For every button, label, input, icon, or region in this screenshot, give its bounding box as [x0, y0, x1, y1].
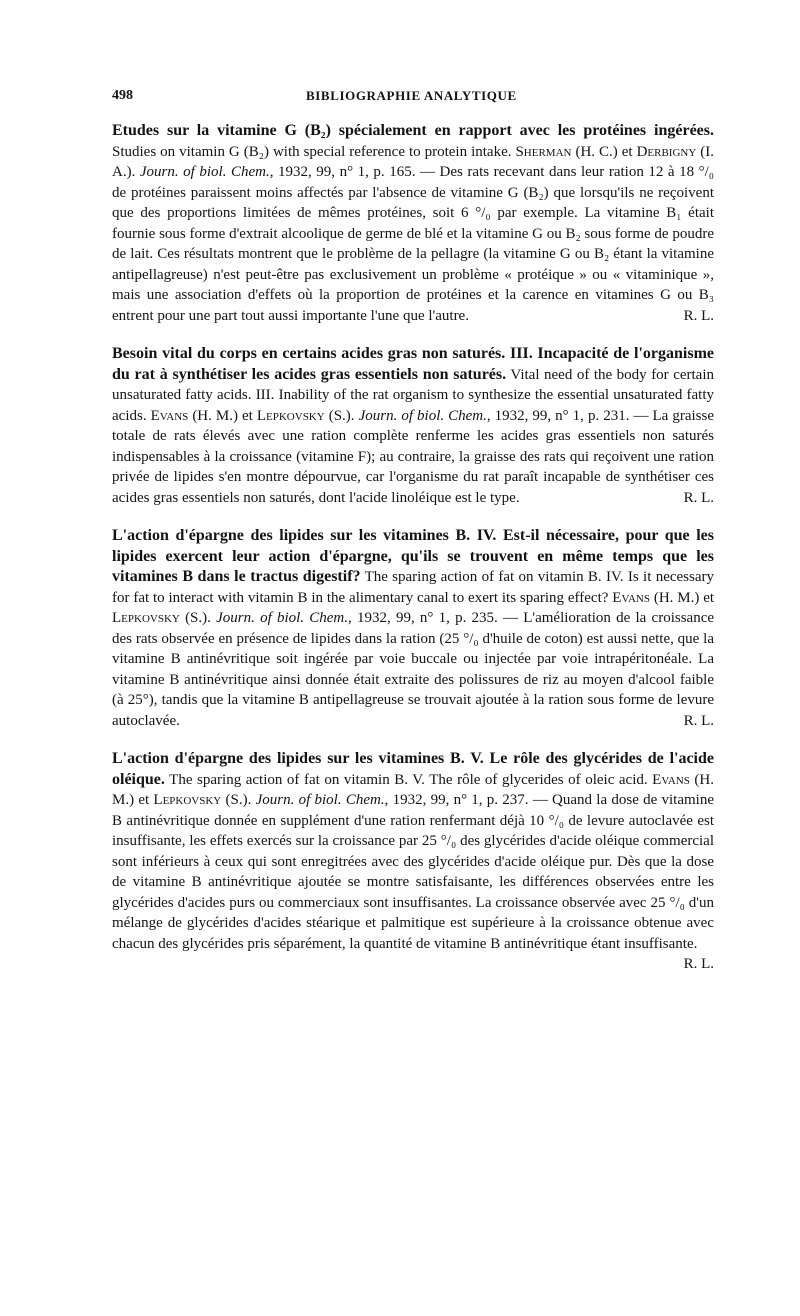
entry-abstract: — La graisse totale de rats élevés avec une ration complète renferme les acides gras essentiels non saturés indispensables à la croissance (vitamine F); au contraire, la graisse des rats qui reçoivent une ration privée de lipides s'en montre dépourvue, car l'organisme du rat paraît incapable de synthétiser ces acides gras essentiels non saturés, dont l'acide linoléique est le type.	[112, 407, 714, 506]
entry-title: L'action d'épargne des lipides sur les vitamines B. V. Le rôle des glycérides de l'acide oléique.	[112, 750, 714, 788]
page-number: 498	[112, 88, 133, 103]
entry-author: Lepkovsky	[112, 610, 180, 626]
entry-author-initials: (H. M.) et	[192, 407, 253, 424]
entry-citation: , 1932, 99, n° 1, p. 235.	[348, 610, 498, 626]
entry-signature: R. L.	[683, 489, 714, 506]
entry-abstract: — L'amélioration de la croissance des rats observée en présence de lipides dans la ration (25 °/₀ d'huile de coton) est aussi nette, que la vitamine B antinévritique soit ingérée par voie buccale ou injectée par voie intrapéritonéale. La vitamine B antinévritique ainsi donnée était extraite des polissures de riz au moyen d'alcool faible (à 25°), tandis que la vitamine B antipellagreuse se trouvait ajoutée à la ration sous forme de levure autoclavée.	[112, 610, 715, 729]
entry-author: Evans	[150, 407, 189, 424]
entry-citation: , 1932, 99, n° 1, p. 231.	[486, 407, 630, 424]
entry-citation: , 1932, 99, n° 1, p. 237.	[384, 792, 529, 808]
entry-journal: Journ. of biol. Chem.	[358, 407, 487, 424]
entry-author-initials: (S.).	[328, 407, 355, 424]
entry-author: Sherman	[515, 143, 572, 160]
entry-journal: Journ. of biol. Chem.	[216, 610, 349, 626]
page-header	[112, 88, 712, 110]
entry-author: Derbigny	[636, 143, 697, 160]
entry-author-initials: (I. A.).	[112, 143, 715, 180]
entry-english-title: The sparing action of fat on vitamin B. IV. Is it necessary for fat to interact with vitamin B in the alimentary canal to exert its sparing effect?	[112, 569, 714, 606]
entry-english-title: Vital need of the body for certain unsaturated fatty acids. III. Inability of the rat organism to synthesize the essential unsaturated fatty acids.	[112, 366, 714, 424]
entry-author: Evans	[612, 589, 650, 606]
entry-signature: R. L.	[683, 712, 714, 729]
entry-citation: , 1932, 99, n° 1, p. 165.	[269, 164, 416, 180]
entry-signature: R. L.	[683, 956, 714, 972]
bibliography-entry	[112, 526, 714, 731]
entry-title: Besoin vital du corps en certains acides gras non saturés. III. Incapacité de l'organisme du rat à synthétiser les acides gras essentiels non saturés.	[112, 345, 714, 383]
entry-signature: R. L.	[683, 307, 714, 324]
bibliography-entry	[112, 749, 714, 975]
entry-journal: Journ. of biol. Chem.	[255, 792, 385, 808]
entry-author-initials: (H. C.) et	[575, 143, 633, 160]
entry-author: Lepkovsky	[153, 792, 222, 808]
entry-author-initials: (S.).	[225, 792, 252, 808]
bibliography-entry	[112, 121, 714, 326]
entry-abstract: — Des rats recevant dans leur ration 12 à 18 °/₀ de protéines paraissent moins affectés par l'absence de vitamine G (B₂) que lorsqu'ils ne reçoivent que des proportions limitées de mêmes protéines, soit 6 °/₀ par exemple. La vitamine B₁ était fournie sous forme d'extrait alcoolique de germe de blé et la vitamine G ou B₂ sous forme de poudre de lait. Ces résultats montrent que le problème de la pellagre (la vitamine G ou B₂ étant la vitamine antipellagreuse) n'est peut-être pas exclusivement un problème « protéique » ou « vitaminique », mais une association d'effets où la proportion de protéines et la carence en vitamines G ou B₃ entrent pour une part tout aussi importante l'une que l'autre.	[112, 164, 715, 324]
entry-title: L'action d'épargne des lipides sur les vitamines B. IV. Est-il nécessaire, pour que les lipides exercent leur action d'épargne, qu'ils se trouvent en même temps que les vitamines B dans le tractus digestif?	[112, 527, 714, 585]
entry-journal: Journ. of biol. Chem.	[139, 164, 270, 180]
entry-english-title: The sparing action of fat on vitamin B. V. The rôle of glycerides of oleic acid.	[169, 771, 648, 788]
entry-author-initials: (S.).	[185, 610, 211, 626]
running-title: BIBLIOGRAPHIE ANALYTIQUE	[306, 88, 517, 103]
bibliography-entry	[112, 344, 714, 508]
entry-abstract: — Quand la dose de vitamine B antinévritique donnée en supplément d'une ration renfermant déjà 10 °/₀ de levure autoclavée est insuffisante, les effets exercés sur la croissance par 25 °/₀ des glycérides d'acide oléique commercial sont inférieurs à ceux qui sont enregitrées avec des glycérides d'acide oléique pur. Dès que la dose de vitamine B antinévritique ajoutée se montre satisfaisante, les différences observées entre les glycérides d'acides purs ou commerciaux sont insuffisantes. La croissance observée avec 25 °/₀ d'un mélange de glycérides d'acides stéarique et palmitique est supérieure à la croissance obtenue avec chacun des glycérides pris séparément, la quantité de vitamine B antinévritique étant insuffisante.	[112, 792, 714, 952]
entry-title: Etudes sur la vitamine G (B₂) spécialement en rapport avec les protéines ingérées.	[112, 122, 714, 139]
entry-author: Lepkovsky	[256, 407, 325, 424]
entry-author: Evans	[652, 771, 690, 788]
entry-author-initials: (H. M.) et	[112, 771, 714, 808]
entry-english-title: Studies on vitamin G (B₂) with special reference to protein intake.	[112, 143, 512, 160]
bibliography-column	[112, 121, 714, 993]
entry-author-initials: (H. M.) et	[653, 589, 715, 606]
